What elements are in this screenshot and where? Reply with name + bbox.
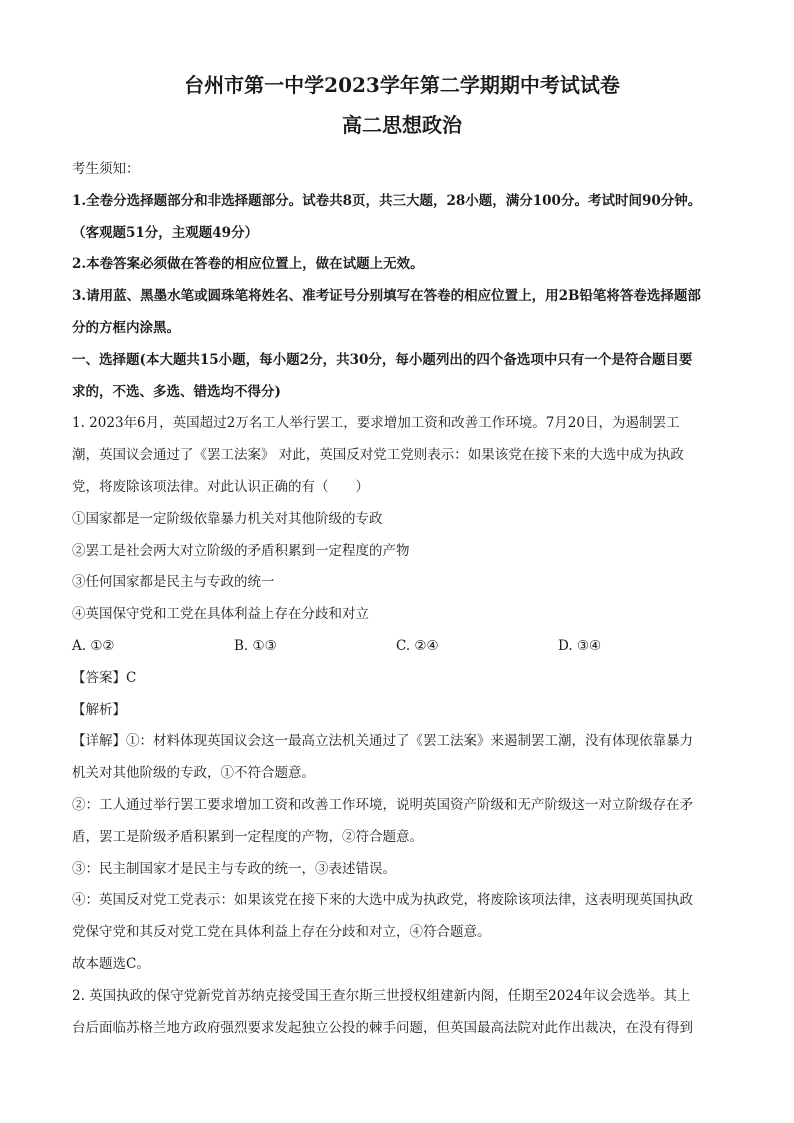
statement-item: ①国家都是一定阶级依靠暴力机关对其他阶级的专政 bbox=[72, 510, 383, 527]
analysis-line: 机关对其他阶级的专政，①不符合题意。 bbox=[72, 765, 315, 782]
option-c: C. ②④ bbox=[396, 637, 439, 654]
question-1 bbox=[72, 408, 732, 980]
analysis-line: ②：工人通过举行罢工要求增加工资和改善工作环境，说明英国资产阶级和无产阶级这一对立阶级存在矛 bbox=[72, 796, 693, 813]
section-heading-line: 求的，不选、多选、错选均不得分) bbox=[72, 383, 281, 400]
answer-label: 【答案】C bbox=[72, 669, 137, 686]
notice-item: 3.请用蓝、黑墨水笔或圆珠笔将姓名、准考证号分别填写在答卷的相应位置上，用2B铅笔将答卷选择题部 bbox=[72, 288, 701, 305]
analysis-line: 党保守党和其反对党工党在具体利益上存在分歧和对立，④符合题意。 bbox=[72, 924, 491, 941]
option-a: A. ①② bbox=[72, 637, 115, 654]
answer-options bbox=[72, 631, 732, 663]
analysis-line: ③：民主制国家才是民主与专政的统一，③表述错误。 bbox=[72, 860, 396, 877]
question-stem-line: 2. 英国执政的保守党新党首苏纳克接受国王查尔斯三世授权组建新内阁，任期至2024年议会选举。其上 bbox=[72, 987, 691, 1004]
exam-page bbox=[72, 60, 732, 1044]
section-choice-heading bbox=[72, 345, 732, 409]
analysis-line: 故本题选C。 bbox=[72, 955, 150, 972]
exam-title: 台州市第一中学2023学年第二学期期中考试试卷 bbox=[184, 73, 620, 97]
question-stem-line: 1. 2023年6月，英国超过2万名工人举行罢工，要求增加工资和改善工作环境。7月20日，为遏制罢工 bbox=[72, 415, 680, 432]
question-2 bbox=[72, 981, 732, 1045]
analysis-line: 【详解】①：材料体现英国议会这一最高立法机关通过了《罢工法案》来遏制罢工潮，没有体现依靠暴力 bbox=[72, 733, 693, 750]
notice-heading: 考生须知： bbox=[72, 161, 140, 177]
analysis-label: 【解析】 bbox=[72, 701, 126, 718]
section-heading-line: 一、选择题(本大题共15小题，每小题2分，共30分，每小题列出的四个备选项中只有一个是符合题目要 bbox=[72, 351, 693, 368]
question-stem-line: 潮，英国议会通过了《罢工法案》 对此，英国反对党工党则表示：如果该党在接下来的大选中成为执政 bbox=[72, 447, 684, 464]
option-b: B. ①③ bbox=[234, 637, 277, 654]
notice-item: （客观题51分，主观题49分） bbox=[72, 224, 259, 241]
notice-item: 1.全卷分选择题部分和非选择题部分。试卷共8页，共三大题，28小题，满分100分。考试时间90分钟。 bbox=[72, 192, 702, 209]
statement-item: ④英国保守党和工党在具体利益上存在分歧和对立 bbox=[72, 606, 369, 623]
statement-item: ②罢工是社会两大对立阶级的矛盾积累到一定程度的产物 bbox=[72, 542, 410, 559]
notice-item: 2.本卷答案必须做在答卷的相应位置上，做在试题上无效。 bbox=[72, 256, 424, 273]
question-stem-line: 台后面临苏格兰地方政府强烈要求发起独立公投的棘手问题，但英国最高法院对此作出裁决，在没有得到 bbox=[72, 1019, 693, 1036]
analysis-line: ④：英国反对党工党表示：如果该党在接下来的大选中成为执政党，将废除该项法律，这表明现英国执政 bbox=[72, 892, 693, 909]
notice-section bbox=[72, 154, 732, 345]
exam-subject: 高二思想政治 bbox=[342, 113, 462, 137]
analysis-line: 盾，罢工是阶级矛盾积累到一定程度的产物，②符合题意。 bbox=[72, 828, 423, 845]
question-stem-line: 党，将废除该项法律。对此认识正确的有（ ） bbox=[72, 478, 369, 495]
statement-item: ③任何国家都是民主与专政的统一 bbox=[72, 574, 275, 591]
option-d: D. ③④ bbox=[558, 637, 602, 654]
notice-item: 分的方框内涂黑。 bbox=[72, 319, 180, 336]
